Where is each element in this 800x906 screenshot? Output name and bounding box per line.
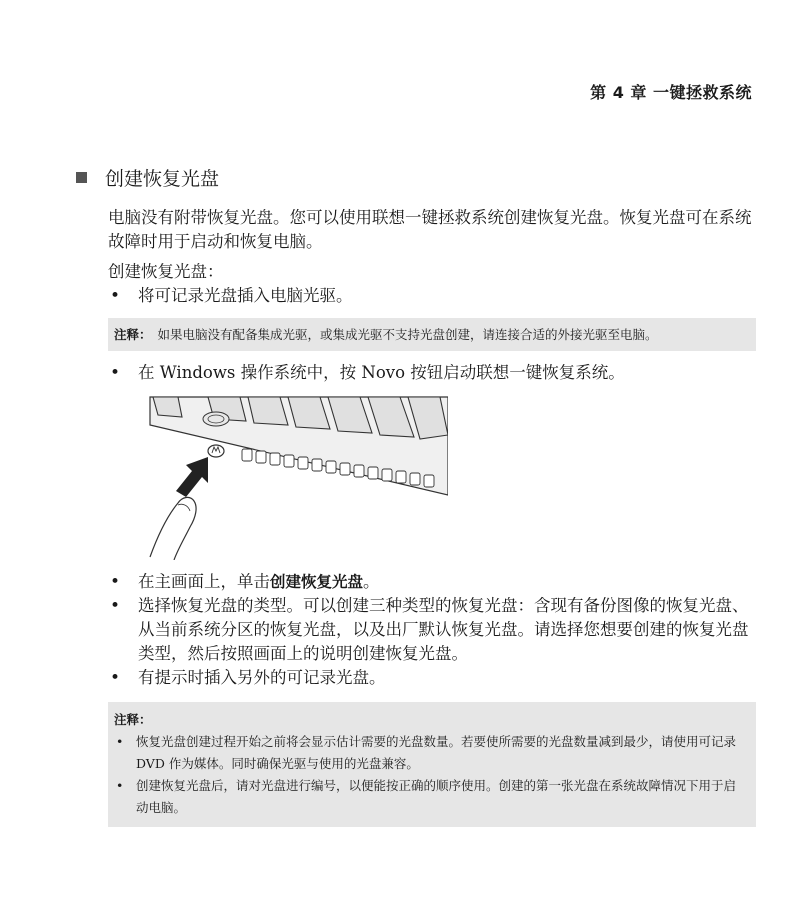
note-2-item-2: • 创建恢复光盘后，请对光盘进行编号，以便能按正确的顺序使用。创建的第一张光盘在系统故障情况下用于启动电脑。 (114, 775, 746, 819)
step-5: • 有提示时插入另外的可记录光盘。 (108, 666, 756, 690)
main-content (108, 206, 756, 827)
step-3-prefix: 在主画面上，单击 (138, 572, 270, 591)
note-text: 如果电脑没有配备集成光驱，或集成光驱不支持光盘创建，请连接合适的外接光驱至电脑。 (157, 327, 658, 342)
step-1: • 将可记录光盘插入电脑光驱。 (108, 284, 756, 308)
note-label: 注释： (114, 327, 152, 342)
step-4: • 选择恢复光盘的类型。可以创建三种类型的恢复光盘：含现有备份图像的恢复光盘、从当前系统分区的恢复光盘，以及出厂默认恢复光盘。请选择您想要创建的恢复光盘类型，然后按照画面上的说明创建恢复光盘。 (108, 594, 756, 666)
section-heading (76, 164, 219, 191)
bullet-square-icon (76, 172, 87, 183)
intro-paragraph: 电脑没有附带恢复光盘。您可以使用联想一键拯救系统创建恢复光盘。恢复光盘可在系统故障时用于启动和恢复电脑。 (108, 208, 752, 251)
step-2: • 在 Windows 操作系统中，按 Novo 按钮启动联想一键恢复系统。 (108, 361, 756, 385)
steps-list-2 (108, 361, 756, 385)
note-box-1 (108, 318, 756, 351)
steps-label: 创建恢复光盘： (108, 262, 224, 281)
novo-button-illustration (148, 395, 448, 560)
note-2-list (114, 731, 746, 819)
chapter-header: 第 4 章 一键拯救系统 (590, 83, 752, 102)
note-2-label: 注释： (114, 712, 152, 727)
note-2-item-1: • 恢复光盘创建过程开始之前将会显示估计需要的光盘数量。若要使所需要的光盘数量减到最少，请使用可记录 DVD 作为媒体。同时确保光驱与使用的光盘兼容。 (114, 731, 746, 775)
section-title: 创建恢复光盘 (105, 168, 220, 190)
note-box-2 (108, 702, 756, 827)
steps-list-1 (108, 284, 756, 308)
create-recovery-disc-label: 创建恢复光盘 (270, 573, 364, 591)
steps-list-3 (108, 570, 756, 690)
step-3 (108, 570, 756, 594)
step-3-suffix: 。 (363, 572, 380, 591)
